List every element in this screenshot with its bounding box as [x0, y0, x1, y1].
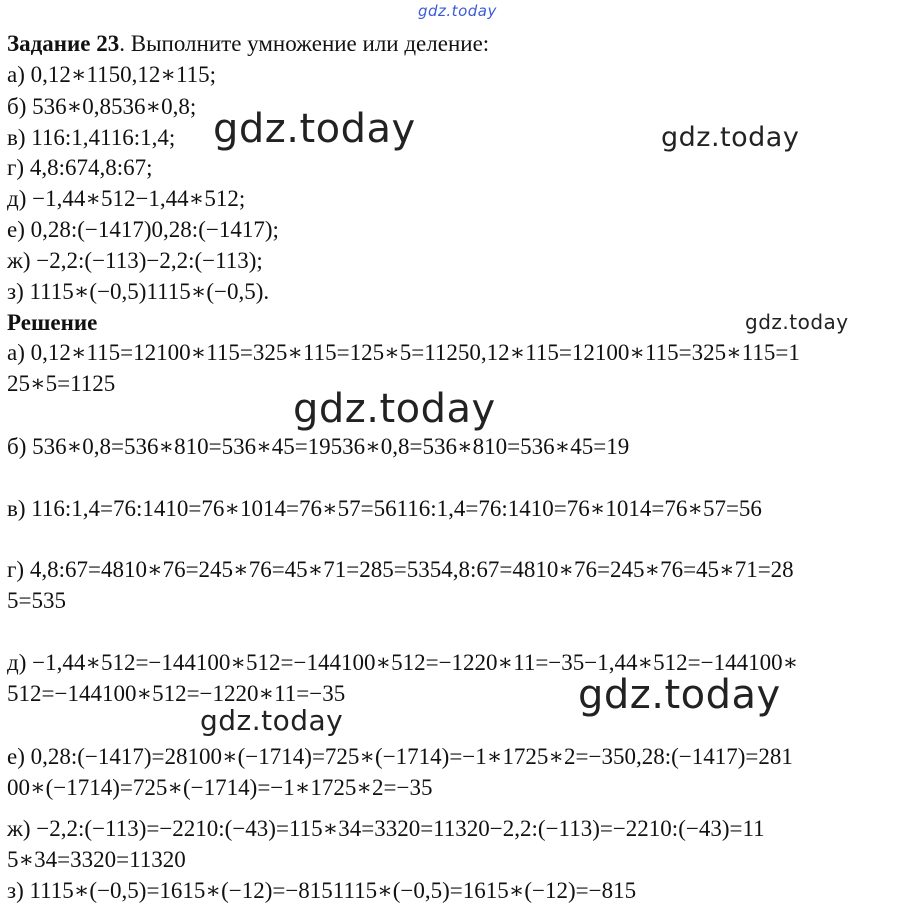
solution-line-g-1: г) 4,8:67=4810∗76=245∗76=45∗71=285=5354,8:67=4810∗76=245∗76=45∗71=28 [7, 557, 794, 582]
task-title-rest: . Выполните умножение или деление: [119, 31, 490, 56]
task-title [7, 29, 489, 59]
task-title-bold: Задание 23 [7, 31, 120, 56]
watermark-small-1: gdz.today [745, 310, 849, 334]
watermark-large-3: gdz.today [578, 672, 781, 718]
solution-line-zh-2: 5∗34=3320=11320 [7, 847, 186, 872]
task-item-v: в) 116:1,4116:1,4; [7, 125, 176, 150]
solution-line-a-2: 25∗5=1125 [7, 371, 116, 396]
task-item-a: а) 0,12∗1150,12∗115; [7, 62, 217, 87]
task-item-z: з) 1115∗(−0,5)1115∗(−0,5). [7, 279, 270, 304]
solution-line-z: з) 1115∗(−0,5)=1615∗(−12)=−8151115∗(−0,5)=1615∗(−12)=−815 [7, 878, 637, 903]
solution-line-zh-1: ж) −2,2:(−113)=−2210:(−43)=115∗34=3320=11320−2,2:(−113)=−2210:(−43)=11 [7, 816, 765, 841]
watermark-medium-2: gdz.today [200, 704, 344, 737]
task-item-d: д) −1,44∗512−1,44∗512; [7, 186, 246, 211]
solution-line-v: в) 116:1,4=76:1410=76∗1014=76∗57=56116:1,4=76:1410=76∗1014=76∗57=56 [7, 496, 762, 521]
solution-heading: Решение [7, 310, 98, 335]
solution-line-e-1: е) 0,28:(−1417)=28100∗(−1714)=725∗(−1714)=−1∗1725∗2=−350,28:(−1417)=281 [7, 744, 793, 769]
watermark-medium-1: gdz.today [661, 122, 800, 153]
solution-line-b: б) 536∗0,8=536∗810=536∗45=19536∗0,8=536∗810=536∗45=19 [7, 434, 630, 459]
task-item-g: г) 4,8:674,8:67; [7, 155, 153, 180]
task-item-b: б) 536∗0,8536∗0,8; [7, 94, 197, 119]
solution-line-d-1: д) −1,44∗512=−144100∗512=−144100∗512=−1220∗11=−35−1,44∗512=−144100∗ [7, 650, 799, 675]
solution-line-d-2: 512=−144100∗512=−1220∗11=−35 [7, 681, 346, 706]
task-item-zh: ж) −2,2:(−113)−2,2:(−113); [7, 248, 263, 273]
watermark-large-1: gdz.today [213, 106, 416, 152]
solution-line-g-2: 5=535 [7, 588, 66, 613]
solution-line-a-1: а) 0,12∗115=12100∗115=325∗115=125∗5=11250,12∗115=12100∗115=325∗115=1 [7, 340, 800, 365]
watermark-large-2: gdz.today [293, 386, 496, 432]
task-item-e: е) 0,28:(−1417)0,28:(−1417); [7, 217, 279, 242]
watermark-top: gdz.today [418, 2, 497, 20]
solution-line-e-2: 00∗(−1714)=725∗(−1714)=−1∗1725∗2=−35 [7, 775, 433, 800]
